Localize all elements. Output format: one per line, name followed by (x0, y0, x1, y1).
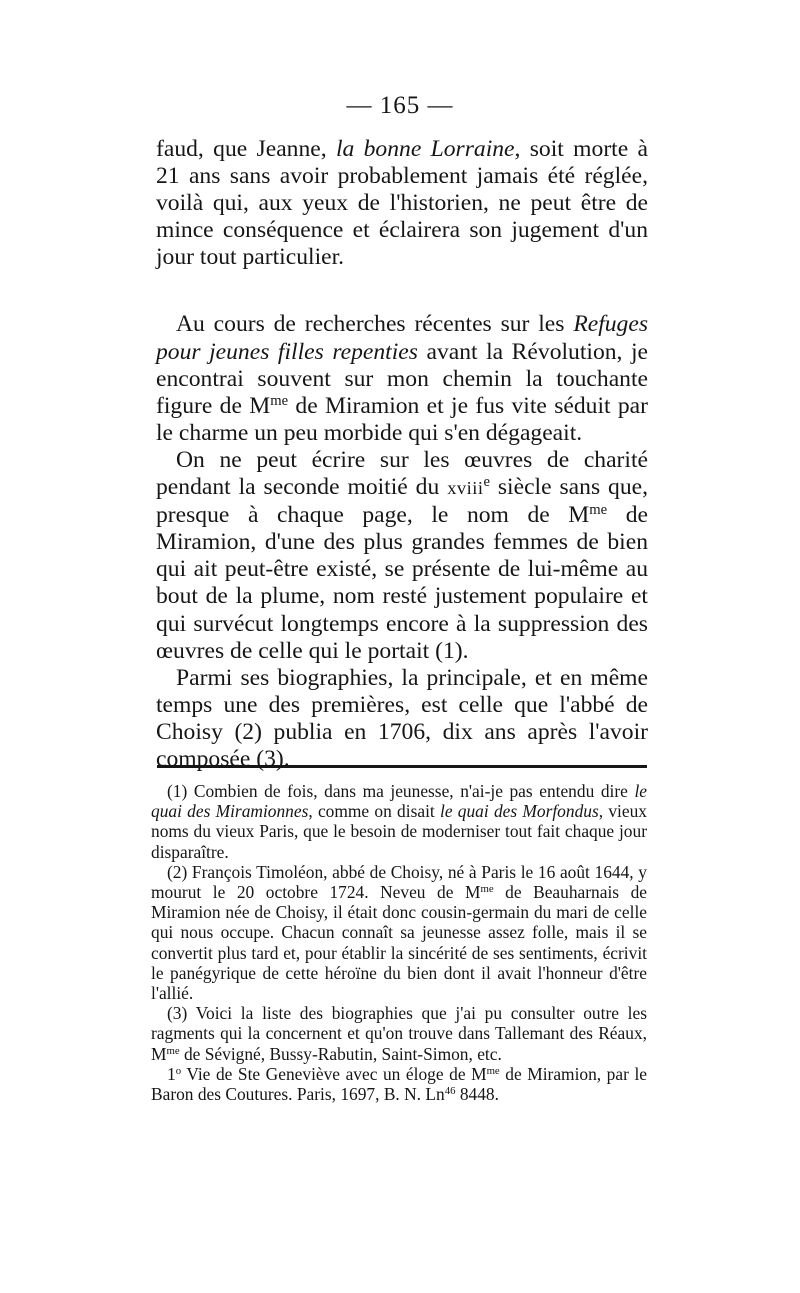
italic-phrase: la bonne Lorraine (335, 136, 515, 162)
page-number: — 165 — (346, 92, 454, 119)
paragraph-4: Parmi ses biographies, la principale, et en même temps une des premières, est celle que l'abbé de Choisy (2) publia en 1706, dix ans après l'avoir composée (3). (156, 664, 648, 772)
footnote-divider (157, 765, 647, 768)
footnotes (151, 781, 647, 1104)
italic-phrase: Refuges pour jeunes filles repenties (156, 311, 648, 365)
footnote-2: (2) François Timoléon, abbé de Choisy, né à Paris le 16 août 1644, y mourut le 20 octobre 1724. Neveu de $M^{me}$ de Beauharnais de Miramion née de Choisy, il était donc cousin-germain du mari de celle qui nous occupe. Chacun connaît sa jeunesse assez folle, mais il se convertit plus tard et, pour établir la sincérité de ses sentiments, écrivit le panégyrique de cette héroïne du bien dont il avait l'honneur d'être l'allié. (151, 861, 647, 1004)
paragraph-3: On ne peut écrire sur les œuvres de charité pendant la seconde moitié du xviii$^e$ siècle sans que, presque à chaque page, le nom de $M^{me}$ de Miramion, d'une des plus grandes femmes de bien qui ait peut-être existé, se présente de lui-même au bout de la plume, nom resté justement populaire et qui survécut longtemps encore à la suppression des œuvres de celle qui le portait (1). (156, 446, 649, 664)
paragraph-2: Au cours de recherches récentes sur les Refuges pour jeunes filles repenties avant la Révolution, je encontrai souvent sur mon chemin la touchante figure de $M^{me}$ de Miramion et je fus vite séduit par le charme un peu morbide qui s'en dégageait. (156, 311, 649, 446)
main-text (156, 136, 648, 773)
footnote-4: 1$^o$ Vie de Ste Geneviève avec un éloge de $M^{me}$ de Miramion, par le Baron des Coutures. Paris, 1697, B. N. Ln$^{46}$ 8448. (151, 1063, 647, 1105)
footnote-1: (1) Combien de fois, dans ma jeunesse, n'ai-je pas entendu dire le quai des Miramionnes, comme on disait le quai des Morfondus, vieux noms du vieux Paris, que le besoin de moderniser tout fait chaque jour disparaître. (151, 781, 647, 862)
paragraph-1: faud, que Jeanne, la bonne Lorraine, soit morte à 21 ans sans avoir probablement jamais été réglée, voilà qui, aux yeux de l'historien, ne peut être de mince conséquence et éclairera son jugement d'un jour tout particulier. (156, 136, 648, 271)
footnote-3: (3) Voici la liste des biographies que j'ai pu consulter outre les ragments qui la concernent et qu'on trouve dans Tallemant des Réaux, $M^{me}$ de Sévigné, Bussy-Rabutin, Saint-Simon, etc. (151, 1003, 647, 1064)
